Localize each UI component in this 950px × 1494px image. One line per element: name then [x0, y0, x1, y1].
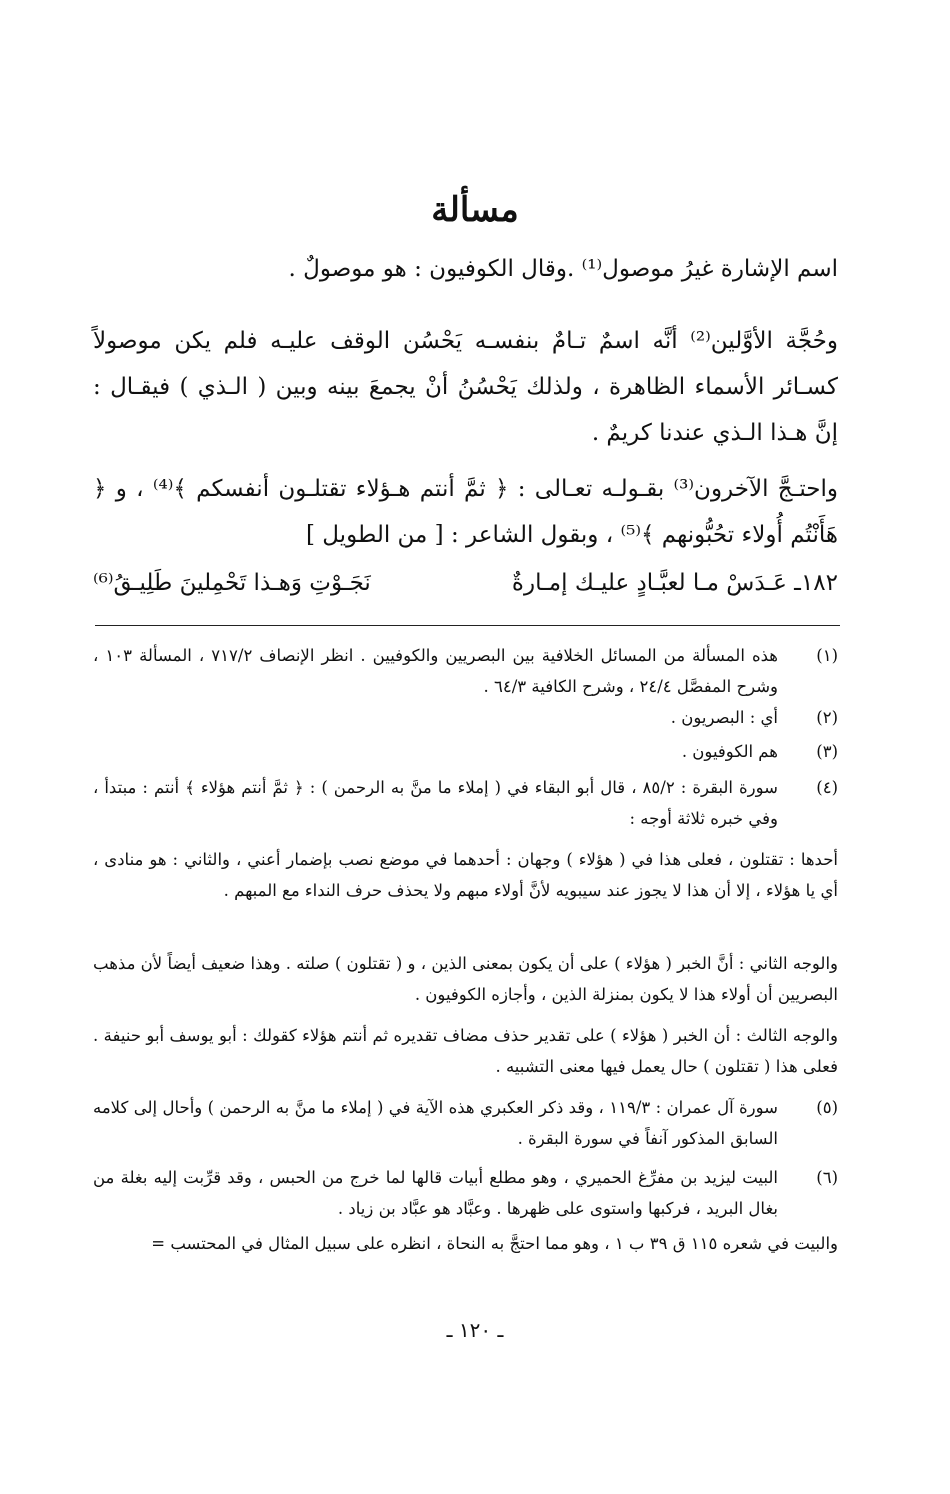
page-title: مسألة	[431, 190, 519, 230]
footnote-5	[93, 1092, 838, 1154]
footnote-4-continuation-1	[93, 844, 838, 906]
poetry-verse	[93, 560, 838, 606]
paragraph-1: اسم الإشارة غيرُ موصول⁽¹⁾ .وقال الكوفيون : هو موصولٌ .	[288, 256, 838, 282]
footnote-number: (٥)	[816, 1098, 838, 1117]
footnote-number: (٦)	[816, 1168, 838, 1187]
footnote-text: هذه المسألة من المسائل الخلافية بين البصريين والكوفيين . انظر الإنصاف ٧١٧/٢ ، المسألة ١٠٣ ، وشرح المفصَّل ٢٤/٤ ، وشرح الكافية ٦٤/٣ .	[93, 646, 778, 696]
page-number: ـ ١٢٠ ـ	[446, 1318, 504, 1342]
footnote-text: والوجه الثالث : أن الخبر ( هؤلاء ) على تقدير حذف مضاف تقديره ثم أنتم هؤلاء كقولك : أبو يوسف أبو حنيفة . فعلى هذا ( تقتلون ) حال يعمل فيها معنى التشبيه .	[93, 1026, 838, 1076]
footnote-text: والوجه الثاني : أنَّ الخبر ( هؤلاء ) على أن يكون بمعنى الذين ، و ( تقتلون ) صلته . وهذا ضعيف أيضاً لأن مذهب البصريين أن أولاء هذا لا يكون بمنزلة الذين ، وأجازه الكوفيون .	[93, 954, 838, 1004]
footnote-text: سورة البقرة : ٨٥/٢ ، قال أبو البقاء في ( إملاء ما منَّ به الرحمن ) : ﴿ ثمَّ أنتم هؤلاء ﴾ أنتم : مبتدأ ، وفي خبره ثلاثة أوجه :	[93, 778, 778, 828]
footnote-text: والبيت في شعره ١١٥ ق ٣٩ ب ١ ، وهو مما احتجَّ به النحاة ، انظره على سبيل المثال في المحتسب =	[151, 1234, 838, 1253]
footnote-number: (١)	[816, 646, 838, 665]
verse-hemistich-first: ١٨٢ـ عَـدَسْ مـا لعبَّـادٍ عليـك إمـارةٌ	[511, 570, 838, 596]
paragraph-2: وحُجَّة الأوَّلين⁽²⁾ أنَّه اسمٌ تـامٌ بنفسـه يَحْسُن الوقف عليـه فلم يكن موصولاً كسـائر الأسماء الظاهرة ، ولذلك يَحْسُنُ أنْ يجمعَ بينه وبين ( الـذي ) فيقـال : إنَّ هـذا الـذي عندنا كريمٌ .	[93, 328, 838, 446]
footnote-2	[93, 702, 838, 733]
verse-hemistich-second: نَجَـوْتِ وَهـذا تَحْمِلينَ طَلِيـقُ⁽⁶⁾	[93, 570, 371, 596]
footnote-text: البيت ليزيد بن مفرِّغ الحميري ، وهو مطلع أبيات قالها لما خرج من الحبس ، وقد قرِّبت إليه بغلة من بغال البريد ، فركبها واستوى على ظهرها . وعبَّاد هو عبَّاد بن زياد .	[93, 1168, 778, 1218]
footnote-number: (٢)	[816, 708, 838, 727]
footnote-text: هم الكوفيون .	[681, 742, 778, 761]
footnote-text: أي : البصريون .	[670, 708, 778, 727]
paragraph-3: واحتـجَّ الآخرون⁽³⁾ بقـولـه تعـالى : ﴿ ثمَّ أنتم هـؤلاء تقتلـون أنفسكم ﴾⁽⁴⁾ ، و ﴿ هَأَنْتُم أُولاء تحُبُّونهم ﴾⁽⁵⁾ ، وبقول الشاعر : [ من الطويل ]	[93, 476, 838, 548]
footnote-4-continuation-2	[93, 948, 838, 1010]
footnote-4	[93, 772, 838, 834]
footnote-1	[93, 640, 838, 702]
footnote-4-continuation-3	[93, 1020, 838, 1082]
footnote-text: سورة آل عمران : ١١٩/٣ ، وقد ذكر العكبري هذه الآية في ( إملاء ما منَّ به الرحمن ) وأحال إلى كلامه السابق المذكور آنفاً في سورة البقرة .	[93, 1098, 778, 1148]
footnote-3	[93, 736, 838, 767]
footnote-6-continuation	[93, 1228, 838, 1259]
footnote-number: (٣)	[816, 742, 838, 761]
footnote-separator	[95, 625, 840, 626]
footnote-6	[93, 1162, 838, 1224]
footnote-number: (٤)	[816, 778, 838, 797]
footnote-text: أحدها : تقتلون ، فعلى هذا في ( هؤلاء ) وجهان : أحدهما في موضع نصب بإضمار أعني ، والثاني : هو منادى ، أي يا هؤلاء ، إلا أن هذا لا يجوز عند سيبويه لأنَّ أولاء مبهم ولا يحذف حرف النداء مع المبهم .	[93, 850, 838, 900]
